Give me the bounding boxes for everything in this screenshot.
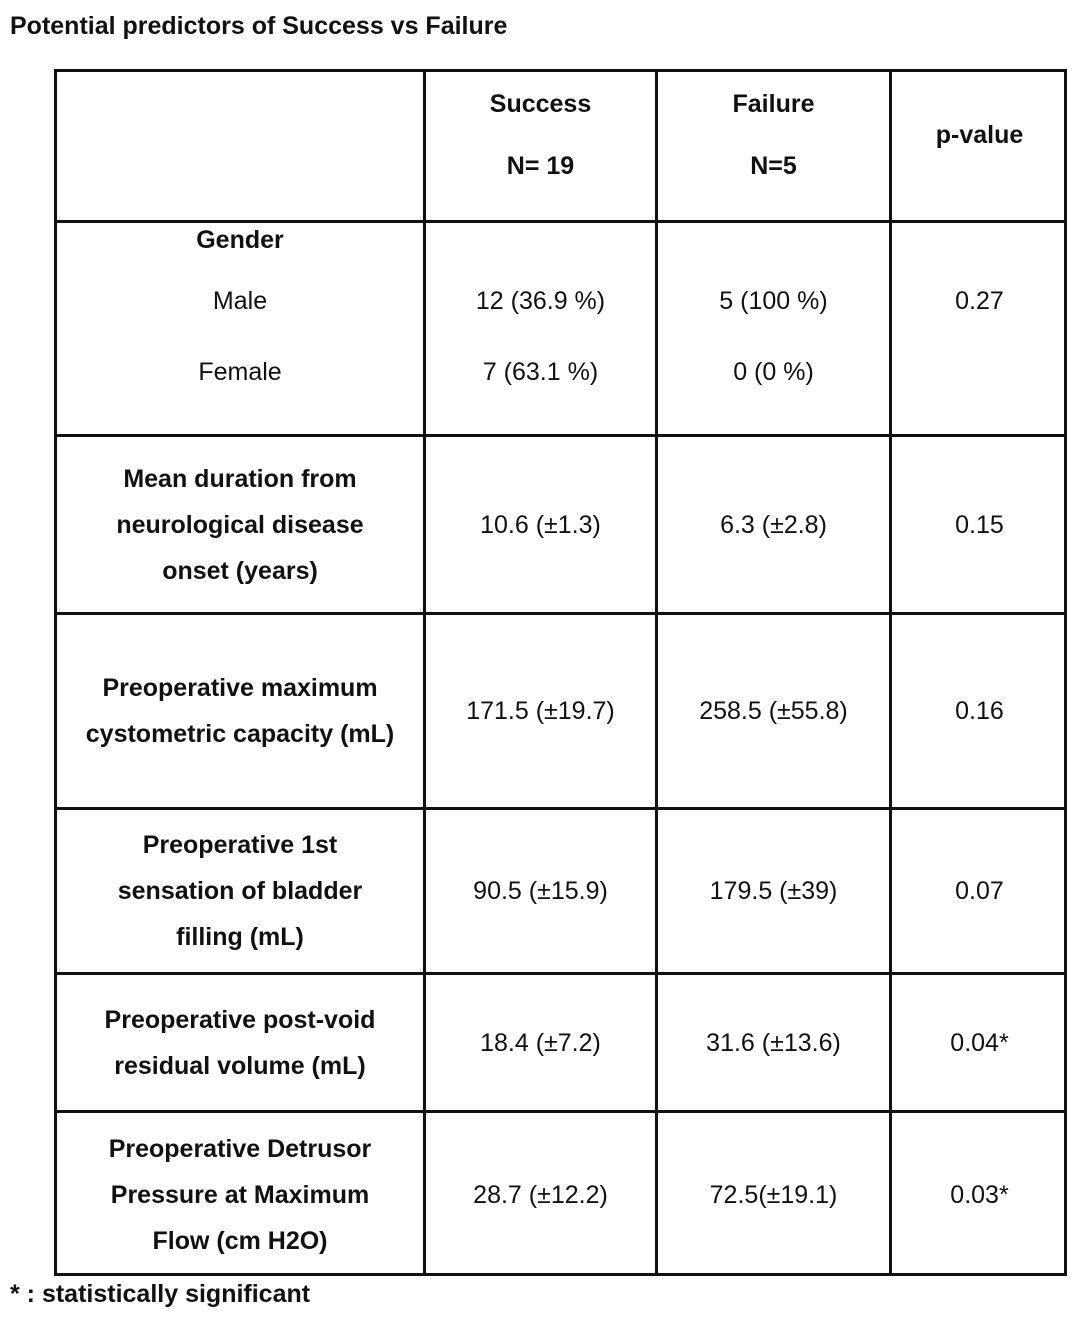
row-success-sensation: 90.5 (±15.9) xyxy=(423,807,655,972)
header-success-label: Success xyxy=(489,90,592,118)
row-failure-sensation: 179.5 (±39) xyxy=(655,807,889,972)
row-label-line: residual volume (mL) xyxy=(114,1051,366,1080)
row-success-detrusor: 28.7 (±12.2) xyxy=(423,1110,655,1276)
gender-success-female: 7 (63.1 %) xyxy=(482,357,599,386)
row-label-line: filling (mL) xyxy=(176,923,304,951)
row-label-line: Preoperative 1st xyxy=(142,831,338,859)
header-pvalue xyxy=(889,69,1067,220)
gender-label-cell xyxy=(54,220,423,434)
row-failure-capacity: 258.5 (±55.8) xyxy=(655,612,889,807)
header-failure-n: N=5 xyxy=(750,152,797,180)
header-success xyxy=(423,69,655,220)
row-pvalue-duration: 0.15 xyxy=(889,434,1067,612)
row-success-residual: 18.4 (±7.2) xyxy=(423,972,655,1110)
row-pvalue-residual: 0.04* xyxy=(889,972,1067,1110)
row-label-line: cystometric capacity (mL) xyxy=(85,720,395,748)
header-empty-cell xyxy=(54,69,423,220)
row-failure-residual: 31.6 (±13.6) xyxy=(655,972,889,1110)
row-label-line: sensation of bladder xyxy=(117,877,363,905)
row-label-detrusor xyxy=(54,1110,423,1276)
gender-pvalue: 0.27 xyxy=(955,286,1004,315)
header-failure-label: Failure xyxy=(732,90,815,118)
gender-pvalue-cell xyxy=(889,220,1067,434)
row-label-duration xyxy=(54,434,423,612)
page-title: Potential predictors of Success vs Failure xyxy=(10,12,508,40)
row-label-line: Flow (cm H2O) xyxy=(152,1226,328,1255)
predictors-table xyxy=(54,69,1067,1276)
row-failure-detrusor: 72.5(±19.1) xyxy=(655,1110,889,1276)
row-label-line: onset (years) xyxy=(162,556,318,585)
gender-label: Gender xyxy=(196,226,284,254)
row-label-line: Pressure at Maximum xyxy=(110,1180,370,1209)
row-pvalue-detrusor: 0.03* xyxy=(889,1110,1067,1276)
row-label-line: neurological disease xyxy=(116,510,364,539)
gender-failure-male: 5 (100 %) xyxy=(719,286,828,315)
gender-male-label: Male xyxy=(212,286,268,315)
row-label-line: Mean duration from xyxy=(123,464,357,493)
row-label-capacity xyxy=(54,612,423,807)
row-label-line: Preoperative maximum xyxy=(102,674,378,702)
gender-female-label: Female xyxy=(198,357,282,386)
row-label-sensation xyxy=(54,807,423,972)
row-success-duration: 10.6 (±1.3) xyxy=(423,434,655,612)
row-success-capacity: 171.5 (±19.7) xyxy=(423,612,655,807)
row-label-residual xyxy=(54,972,423,1110)
gender-failure-cell xyxy=(655,220,889,434)
header-success-n: N= 19 xyxy=(506,152,575,180)
gender-failure-female: 0 (0 %) xyxy=(733,357,814,386)
row-label-line: Preoperative Detrusor xyxy=(108,1134,372,1163)
row-failure-duration: 6.3 (±2.8) xyxy=(655,434,889,612)
gender-success-male: 12 (36.9 %) xyxy=(475,286,606,315)
footnote: * : statistically significant xyxy=(10,1280,311,1308)
gender-success-cell xyxy=(423,220,655,434)
row-pvalue-capacity: 0.16 xyxy=(889,612,1067,807)
header-pvalue-label: p-value xyxy=(935,121,1024,149)
row-label-line: Preoperative post-void xyxy=(104,1005,376,1034)
header-failure xyxy=(655,69,889,220)
row-pvalue-sensation: 0.07 xyxy=(889,807,1067,972)
